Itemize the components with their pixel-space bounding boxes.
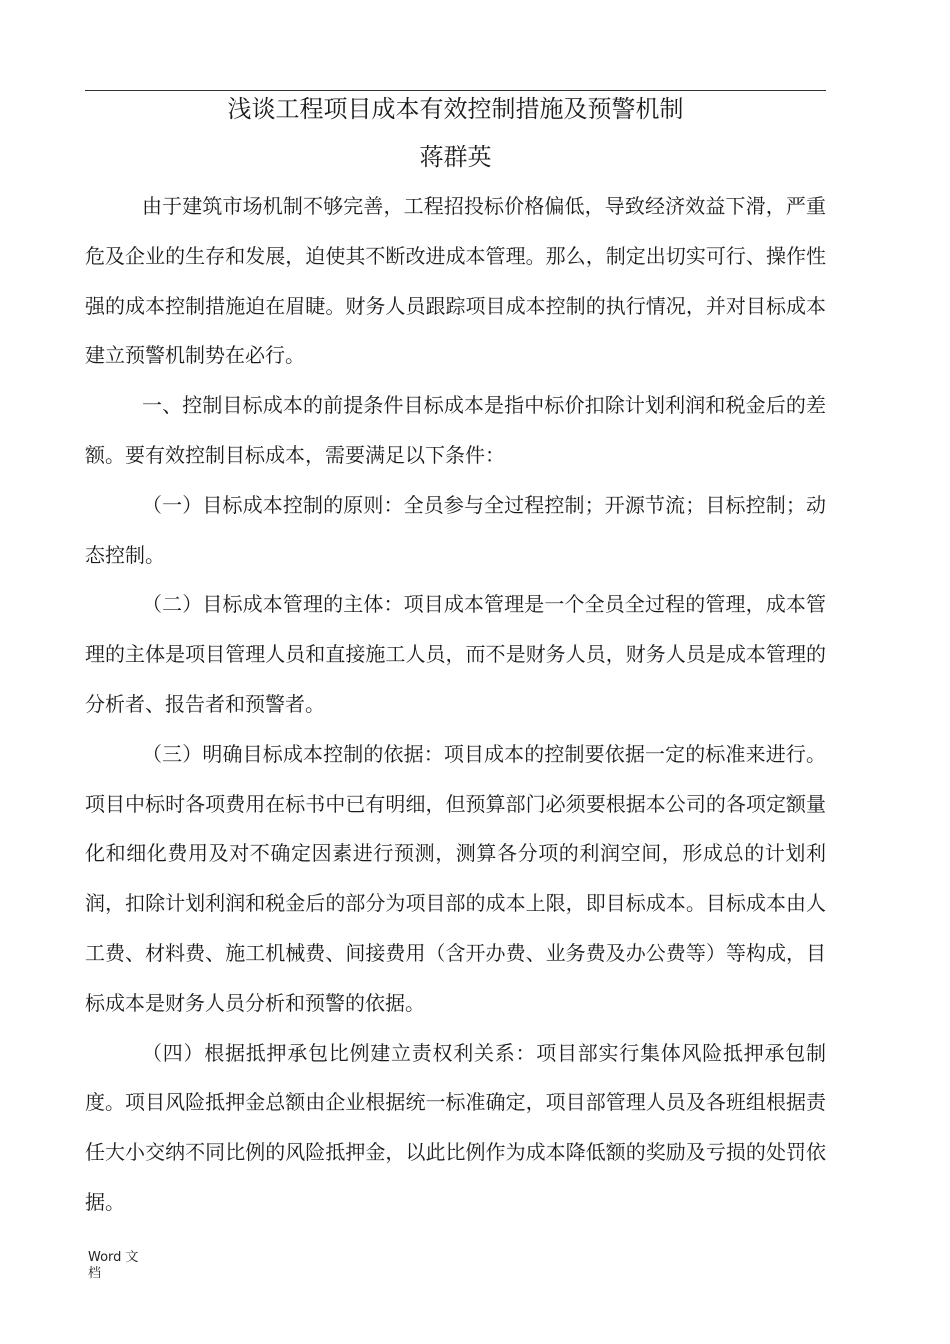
document-body — [85, 182, 826, 1228]
section-1-2-paragraph: （二）目标成本管理的主体：项目成本管理是一个全员全过程的管理，成本管理的主体是项目管理人员和直接施工人员，而不是财务人员，财务人员是成本管理的分析者、报告者和预警者。 — [85, 592, 826, 716]
document-title: 浅谈工程项目成本有效控制措施及预警机制 — [227, 95, 684, 123]
intro-paragraph: 由于建筑市场机制不够完善，工程招投标价格偏低，导致经济效益下滑，严重危及企业的生存和发展，迫使其不断改进成本管理。那么，制定出切实可行、操作性强的成本控制措施迫在眉睫。财务人员跟踪项目成本控制的执行情况，并对目标成本建立预警机制势在必行。 — [85, 194, 826, 368]
section-1-4-paragraph: （四）根据抵押承包比例建立责权利关系：项目部实行集体风险抵押承包制度。项目风险抵押金总额由企业根据统一标准确定，项目部管理人员及各班组根据责任大小交纳不同比例的风险抵押金，以此比例作为成本降低额的奖励及亏损的处罚依据。 — [85, 1040, 826, 1214]
section-1-paragraph: 一、控制目标成本的前提条件目标成本是指中标价扣除计划利润和税金后的差额。要有效控制目标成本，需要满足以下条件： — [85, 393, 826, 467]
author-name: 蒋群英 — [419, 143, 492, 171]
page-footer-label: Word 文档 — [88, 1250, 139, 1281]
section-1-1-paragraph: （一）目标成本控制的原则：全员参与全过程控制；开源节流；目标控制；动态控制。 — [85, 492, 826, 567]
section-1-3-paragraph: （三）明确目标成本控制的依据：项目成本的控制要依据一定的标准来进行。项目中标时各项费用在标书中已有明细，但预算部门必须要根据本公司的各项定额量化和细化费用及对不确定因素进行预测，测算各分项的利润空间，形成总的计划利润，扣除计划利润和税金后的部分为项目部的成本上限，即目标成本。目标成本由人工费、材料费、施工机械费、间接费用（含开办费、业务费及办公费等）等构成，目标成本是财务人员分析和预警的依据。 — [85, 741, 826, 1015]
